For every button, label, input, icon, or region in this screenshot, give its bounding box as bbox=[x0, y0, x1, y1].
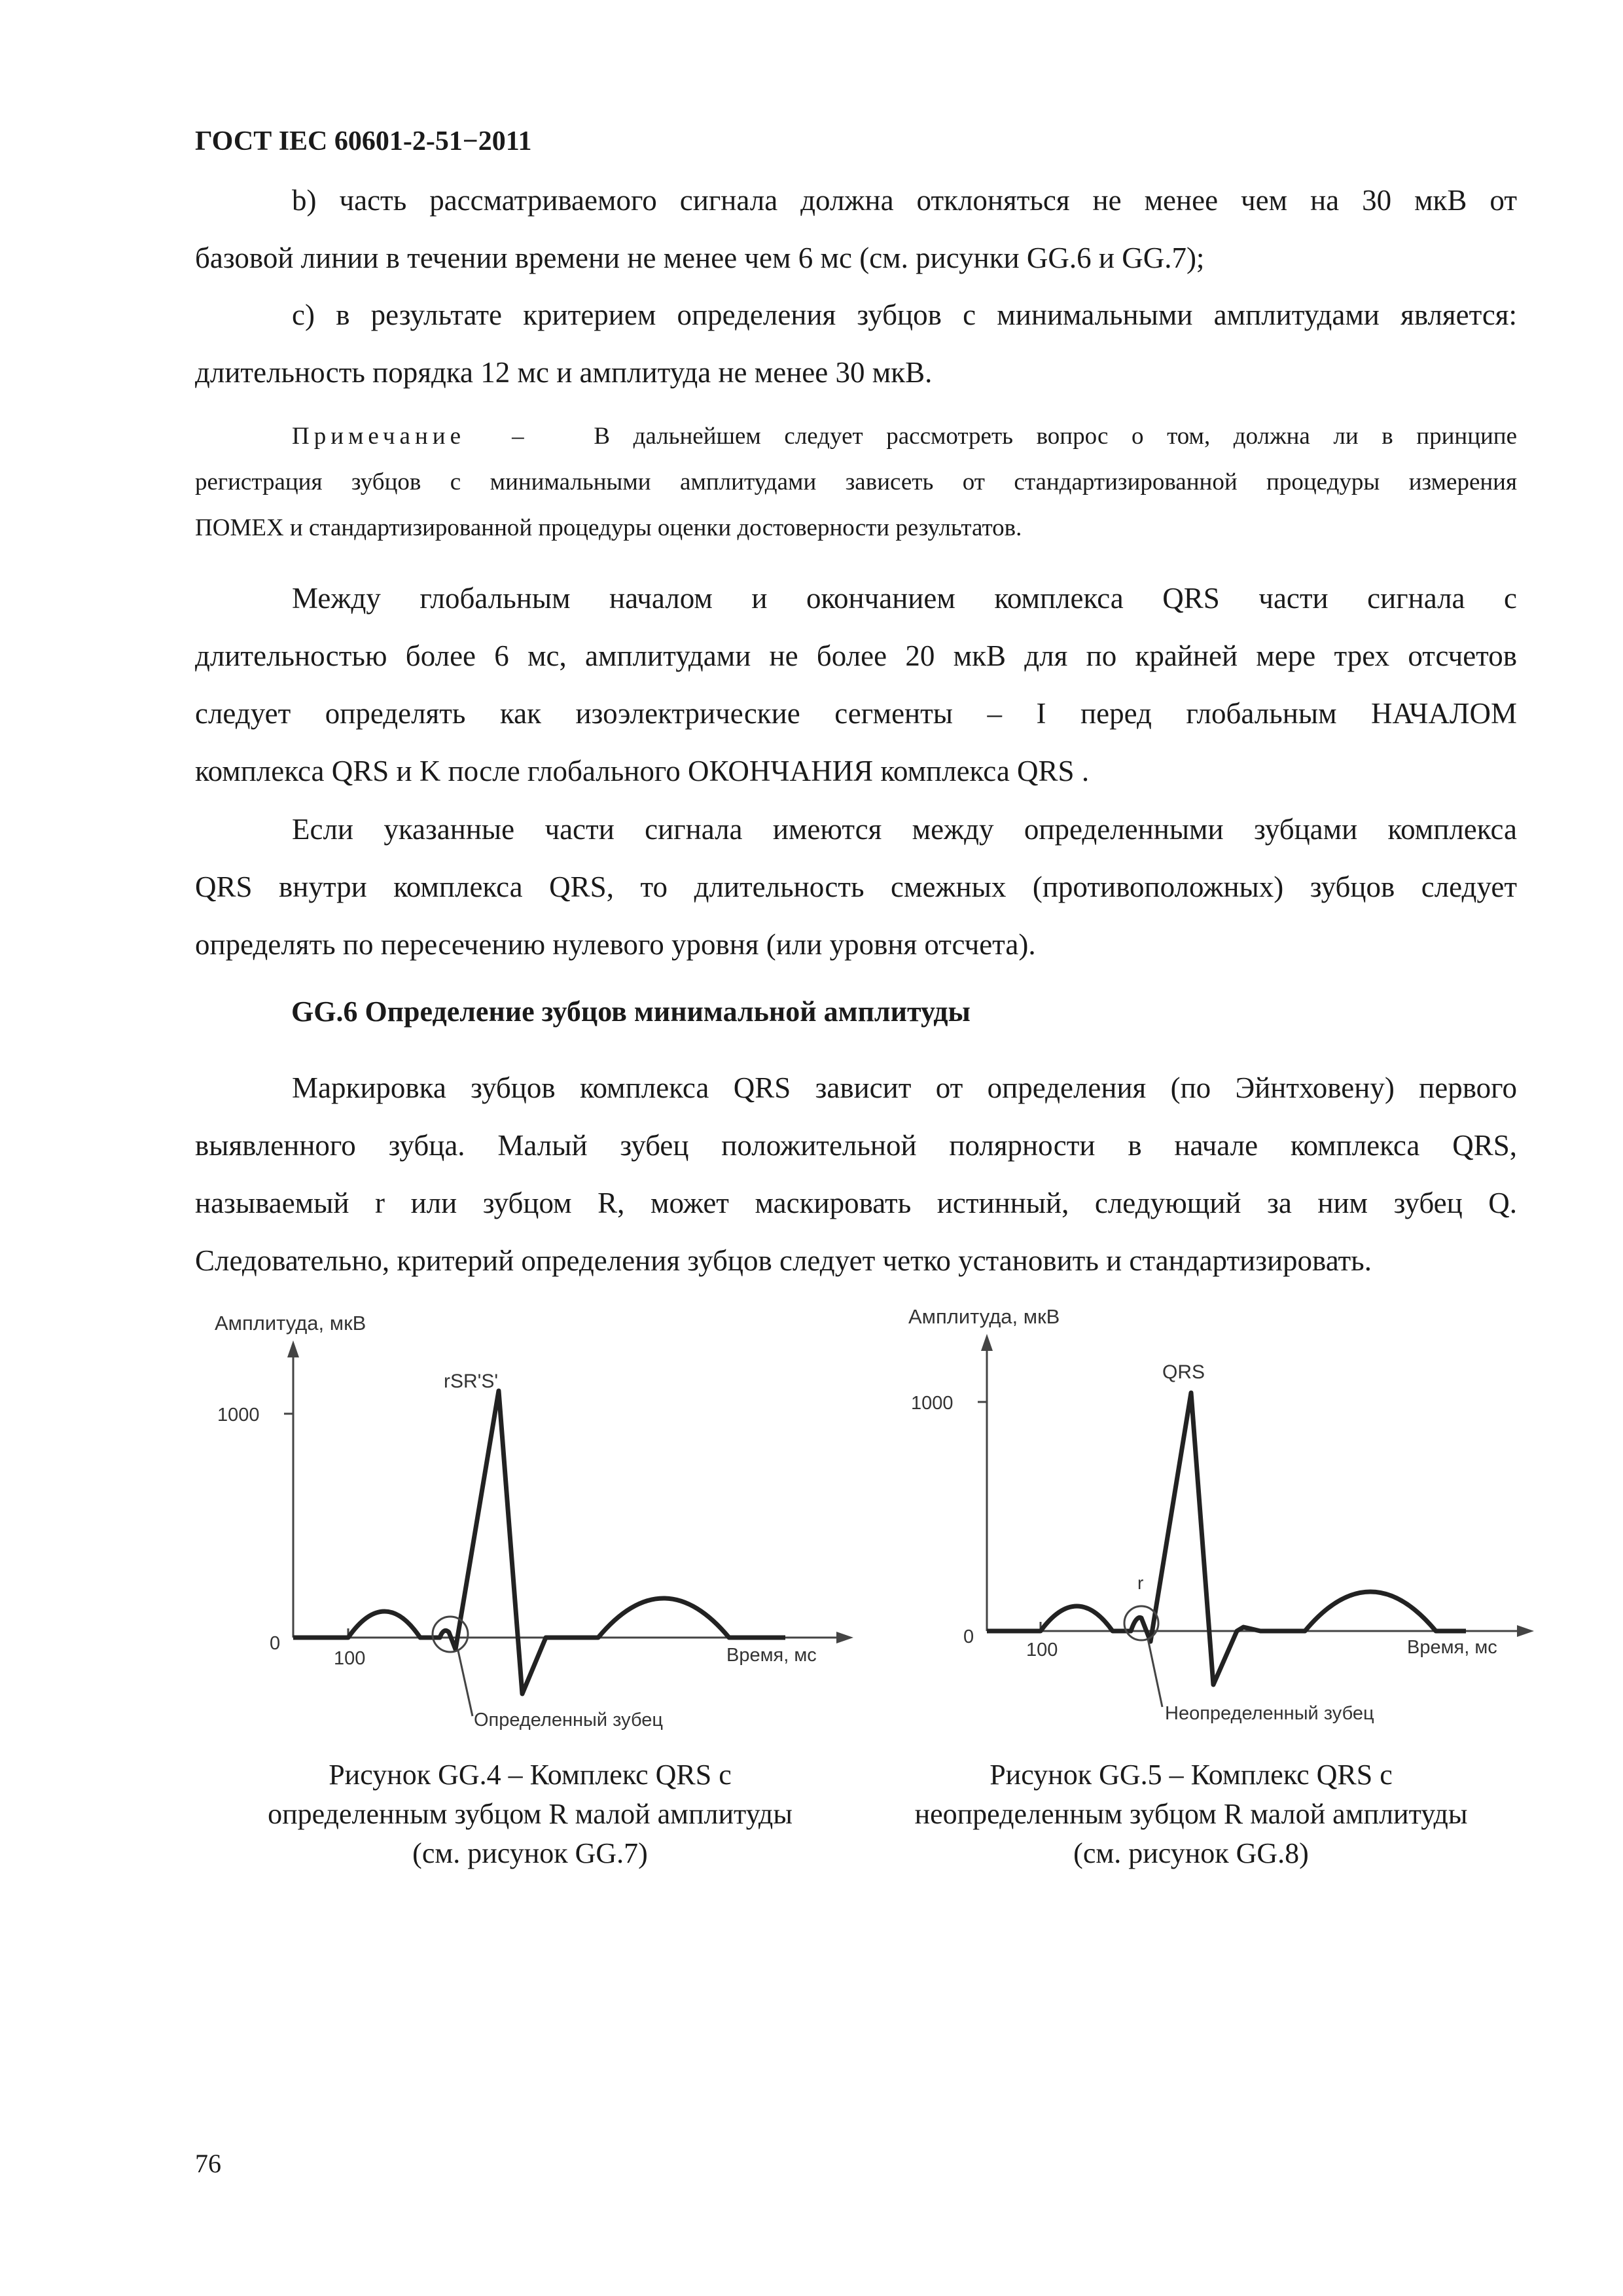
note-first-line bbox=[195, 414, 1517, 459]
caption-line: Рисунок GG.5 – Комплекс QRS с bbox=[990, 1759, 1393, 1791]
paragraph-line: Следовательно, критерий определения зубцов следует четко установить и стандартизировать. bbox=[195, 1244, 1372, 1277]
ecg-trace bbox=[987, 1393, 1466, 1685]
y-tick-label: 0 bbox=[270, 1633, 281, 1654]
paragraph-isoelectric bbox=[195, 569, 1517, 800]
figure-gg4 bbox=[196, 1302, 864, 1761]
ecg-trace bbox=[293, 1391, 785, 1694]
note bbox=[195, 414, 1517, 551]
small-wave-label: r bbox=[1137, 1573, 1144, 1593]
peak-label: rSR'S' bbox=[444, 1371, 499, 1392]
peak-label: QRS bbox=[1162, 1361, 1205, 1383]
y-axis-label: Амплитуда, мкВ bbox=[215, 1312, 366, 1335]
paragraph-line: длительностью более 6 мс, амплитудами не более 20 мкВ для по крайней мере трех отсчетов bbox=[195, 639, 1517, 672]
paragraph-line: QRS внутри комплекса QRS, то длительность смежных (противоположных) зубцов следует bbox=[195, 870, 1517, 903]
y-tick-label: 0 bbox=[963, 1626, 974, 1647]
paragraph-line: определять по пересечению нулевого уровня (или уровня отсчета). bbox=[195, 928, 1036, 961]
document-header: ГОСТ IEC 60601-2-51−2011 bbox=[195, 126, 532, 156]
paragraph-line: b) часть рассматриваемого сигнала должна отклоняться не менее чем на 30 мкВ от bbox=[292, 184, 1517, 217]
x-tick-label: 100 bbox=[334, 1648, 366, 1669]
paragraph-line: базовой линии в течении времени не менее чем 6 мс (см. рисунки GG.6 и GG.7); bbox=[195, 242, 1205, 274]
paragraph-line: Маркировка зубцов комплекса QRS зависит от определения (по Эйнтховену) первого bbox=[292, 1071, 1517, 1104]
x-axis-arrow bbox=[1517, 1625, 1534, 1637]
caption-line: (см. рисунок GG.7) bbox=[412, 1837, 648, 1869]
callout-line bbox=[458, 1651, 473, 1716]
paragraph-line: называемый r или зубцом R, может маскировать истинный, следующий за ним зубец Q. bbox=[195, 1187, 1517, 1219]
caption-line: (см. рисунок GG.8) bbox=[1073, 1837, 1309, 1869]
section-title: GG.6 Определение зубцов минимальной амплитуды bbox=[291, 996, 971, 1028]
y-axis-arrow bbox=[287, 1340, 299, 1357]
note-line: регистрация зубцов с минимальными амплитудами зависеть от стандартизированной процедуры измерения bbox=[195, 469, 1517, 495]
paragraph-line: Если указанные части сигнала имеются между определенными зубцами комплекса bbox=[292, 813, 1517, 846]
note-text: В дальнейшем следует рассмотреть вопрос о том, должна ли в принципе bbox=[594, 423, 1518, 450]
y-axis-arrow bbox=[981, 1334, 993, 1351]
note-label: Примечание bbox=[292, 423, 465, 450]
paragraph-line: следует определять как изоэлектрические сегменты – I перед глобальным НАЧАЛОМ bbox=[195, 697, 1517, 730]
note-dash: – bbox=[512, 423, 524, 450]
paragraph-line: длительность порядка 12 мс и амплитуда не менее 30 мкВ. bbox=[195, 356, 933, 389]
caption-line: Рисунок GG.4 – Комплекс QRS с bbox=[329, 1759, 732, 1791]
y-axis-label: Амплитуда, мкВ bbox=[908, 1305, 1060, 1328]
figure-gg5 bbox=[890, 1296, 1558, 1754]
caption-line: неопределенным зубцом R малой амплитуды bbox=[914, 1798, 1468, 1830]
y-tick-label: 1000 bbox=[217, 1405, 260, 1426]
note-line: ПОМЕХ и стандартизированной процедуры оценки достоверности результатов. bbox=[195, 514, 1022, 541]
paragraph-line: Между глобальным началом и окончанием комплекса QRS части сигнала с bbox=[292, 582, 1517, 615]
callout-label: Неопределенный зубец bbox=[1165, 1703, 1374, 1724]
figure-gg5-caption bbox=[864, 1755, 1518, 1873]
caption-line: определенным зубцом R малой амплитуды bbox=[268, 1798, 793, 1830]
x-tick-label: 100 bbox=[1026, 1640, 1058, 1660]
paragraph-line: с) в результате критерием определения зубцов с минимальными амплитудами является: bbox=[292, 298, 1517, 331]
callout-label: Определенный зубец bbox=[474, 1710, 663, 1731]
y-tick-label: 1000 bbox=[911, 1393, 954, 1414]
paragraph-c bbox=[195, 286, 1517, 401]
figure-gg4-caption bbox=[196, 1755, 864, 1873]
paragraph-line: выявленного зубца. Малый зубец положительной полярности в начале комплекса QRS, bbox=[195, 1129, 1517, 1162]
paragraph-line: комплекса QRS и K после глобального ОКОНЧАНИЯ комплекса QRS . bbox=[195, 755, 1090, 787]
paragraph-internal bbox=[195, 800, 1517, 973]
x-axis-label: Время, мс bbox=[1407, 1637, 1497, 1658]
page-number: 76 bbox=[195, 2149, 221, 2178]
paragraph-b bbox=[195, 171, 1517, 287]
x-axis-arrow bbox=[836, 1632, 853, 1643]
paragraph-marking bbox=[195, 1059, 1517, 1289]
x-axis-label: Время, мс bbox=[726, 1645, 817, 1666]
callout-line bbox=[1148, 1639, 1162, 1707]
